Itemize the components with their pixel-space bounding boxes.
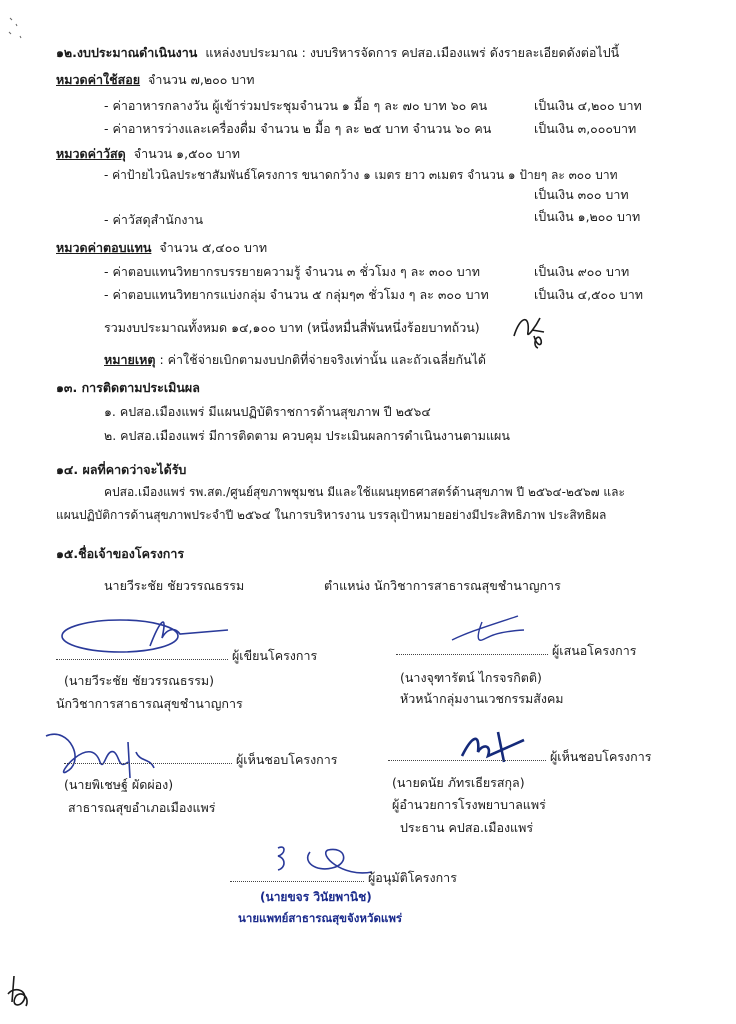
proposer-title: หัวหน้ากลุ่มงานเวชกรรมสังคม bbox=[400, 691, 564, 706]
authorizer-title: นายแพทย์สาธารณสุขจังหวัดแพร่ bbox=[238, 911, 403, 925]
margin-mark-top-left bbox=[6, 14, 26, 44]
cat3-amount: จำนวน ๕,๔๐๐ บาท bbox=[159, 240, 268, 255]
cat2-amount: จำนวน ๑,๕๐๐ บาท bbox=[133, 146, 240, 161]
cat3-item-1-total: เป็นเงิน ๙๐๐ บาท bbox=[534, 264, 630, 279]
cat2-item-1-total: เป็นเงิน ๓๐๐ บาท bbox=[534, 187, 629, 202]
approver2-title: ผู้อำนวยการโรงพยาบาลแพร่ bbox=[392, 797, 546, 812]
approver1-line bbox=[64, 751, 338, 768]
approver1-role: ผู้เห็นชอบโครงการ bbox=[235, 752, 338, 767]
approver1-name: (นายพิเชษฐ์ ผัดผ่อง) bbox=[64, 777, 174, 792]
note-line bbox=[104, 352, 486, 368]
proposer-name: (นางจุฑารัตน์ ไกรจรกิตติ) bbox=[400, 670, 542, 685]
cat1-title: หมวดค่าใช้สอย bbox=[56, 72, 141, 87]
authorizer-role: ผู้อนุมัติโครงการ bbox=[367, 870, 457, 885]
note-label: หมายเหตุ bbox=[104, 352, 156, 367]
budget-source: แหล่งงบประมาณ : งบบริหารจัดการ คปสอ.เมืองแพร่ ดังรายละเอียดดังต่อไปนี้ bbox=[205, 45, 620, 60]
cat3-item-2-desc: - ค่าตอบแทนวิทยากรแบ่งกลุ่ม จำนวน ๕ กลุ่มๆ๓ ชั่วโมง ๆ ละ ๓๐๐ บาท bbox=[104, 287, 489, 302]
note-text: : ค่าใช้จ่ายเบิกตามงบปกติที่จ่ายจริงเท่านั้น และถัวเฉลี่ยกันได้ bbox=[159, 352, 487, 367]
approver2-role: ผู้เห็นชอบโครงการ bbox=[549, 749, 652, 764]
monitoring-item-1: ๑. คปสอ.เมืองแพร่ มีแผนปฏิบัติราชการด้านสุขภาพ ปี ๒๕๖๔ bbox=[104, 404, 431, 419]
cat1-item-1-total: เป็นเงิน ๔,๒๐๐ บาท bbox=[534, 98, 642, 113]
cat2-item-2-desc: - ค่าวัสดุสำนักงาน bbox=[104, 212, 204, 227]
proposer-line bbox=[396, 642, 636, 659]
cat2-item-2-total: เป็นเงิน ๑,๒๐๐ บาท bbox=[534, 209, 641, 224]
cat2-header bbox=[56, 146, 240, 162]
approver2-name: (นายดนัย ภัทรเธียรสกุล) bbox=[392, 775, 525, 790]
writer-line bbox=[56, 647, 317, 664]
margin-initials-bottom-left bbox=[4, 972, 34, 1012]
proposer-role: ผู้เสนอโครงการ bbox=[551, 643, 637, 658]
approver2-title2: ประธาน คปสอ.เมืองแพร่ bbox=[400, 820, 534, 835]
cat1-item-1-desc: - ค่าอาหารกลางวัน ผู้เข้าร่วมประชุมจำนวน ๑ มื้อ ๆ ละ ๗๐ บาท ๖๐ คน bbox=[104, 98, 488, 113]
cat3-header bbox=[56, 240, 267, 256]
cat3-item-1-desc: - ค่าตอบแทนวิทยากรบรรยายความรู้ จำนวน ๓ ชั่วโมง ๆ ละ ๓๐๐ บาท bbox=[104, 264, 480, 279]
monitoring-item-2: ๒. คปสอ.เมืองแพร่ มีการติดตาม ควบคุม ประเมินผลการดำเนินงานตามแผน bbox=[104, 428, 510, 443]
owner-position: ตำแหน่ง นักวิชาการสาธารณสุขชำนาญการ bbox=[324, 578, 561, 593]
owner-heading: ๑๕.ชื่อเจ้าของโครงการ bbox=[56, 546, 185, 561]
owner-name: นายวีระชัย ชัยวรรณธรรม bbox=[104, 578, 245, 593]
initials-signature bbox=[510, 306, 550, 350]
writer-name: (นายวีระชัย ชัยวรรณธรรม) bbox=[64, 673, 215, 688]
cat2-item-1-desc: - ค่าป้ายไวนิลประชาสัมพันธ์โครงการ ขนาดกว้าง ๑ เมตร ยาว ๓เมตร จำนวน ๑ ป้ายๆ ละ ๓๐๐ บาท bbox=[104, 168, 618, 182]
writer-title: นักวิชาการสาธารณสุขชำนาญการ bbox=[56, 696, 243, 711]
grand-total: รวมงบประมาณทั้งหมด ๑๔,๑๐๐ บาท (หนึ่งหมื่นสี่พันหนึ่งร้อยบาทถ้วน) bbox=[104, 320, 480, 335]
approver2-line bbox=[388, 748, 652, 765]
cat1-item-2-desc: - ค่าอาหารว่างและเครื่องดื่ม จำนวน ๒ มื้อ ๆ ละ ๒๕ บาท จำนวน ๖๐ คน bbox=[104, 121, 492, 136]
approver1-title: สาธารณสุขอำเภอเมืองแพร่ bbox=[68, 800, 216, 815]
cat3-item-2-total: เป็นเงิน ๔,๕๐๐ บาท bbox=[534, 287, 643, 302]
expected-line-2: แผนปฏิบัติการด้านสุขภาพประจำปี ๒๕๖๔ ในการบริหารงาน บรรลุเป้าหมายอย่างมีประสิทธิภาพ ประสิทธิผล bbox=[56, 508, 607, 522]
cat1-header bbox=[56, 72, 255, 88]
budget-section bbox=[56, 45, 619, 61]
authorizer-name: (นายขจร วินัยพานิช) bbox=[260, 890, 372, 904]
cat1-amount: จำนวน ๗,๒๐๐ บาท bbox=[148, 72, 255, 87]
cat1-item-2-total: เป็นเงิน ๓,๐๐๐บาท bbox=[534, 121, 637, 136]
expected-heading: ๑๔. ผลที่คาดว่าจะได้รับ bbox=[56, 462, 187, 477]
budget-heading: ๑๒.งบประมาณดำเนินงาน bbox=[56, 45, 198, 60]
monitoring-heading: ๑๓. การติดตามประเมินผล bbox=[56, 380, 200, 395]
cat2-title: หมวดค่าวัสดุ bbox=[56, 146, 126, 161]
cat3-title: หมวดค่าตอบแทน bbox=[56, 240, 152, 255]
authorizer-line bbox=[230, 869, 457, 886]
expected-line-1: คปสอ.เมืองแพร่ รพ.สต./ศูนย์สุขภาพชุมชน มีและใช้แผนยุทธศาสตร์ด้านสุขภาพ ปี ๒๕๖๔-๒๕๖๗ และ bbox=[104, 485, 625, 499]
writer-role: ผู้เขียนโครงการ bbox=[231, 648, 318, 663]
